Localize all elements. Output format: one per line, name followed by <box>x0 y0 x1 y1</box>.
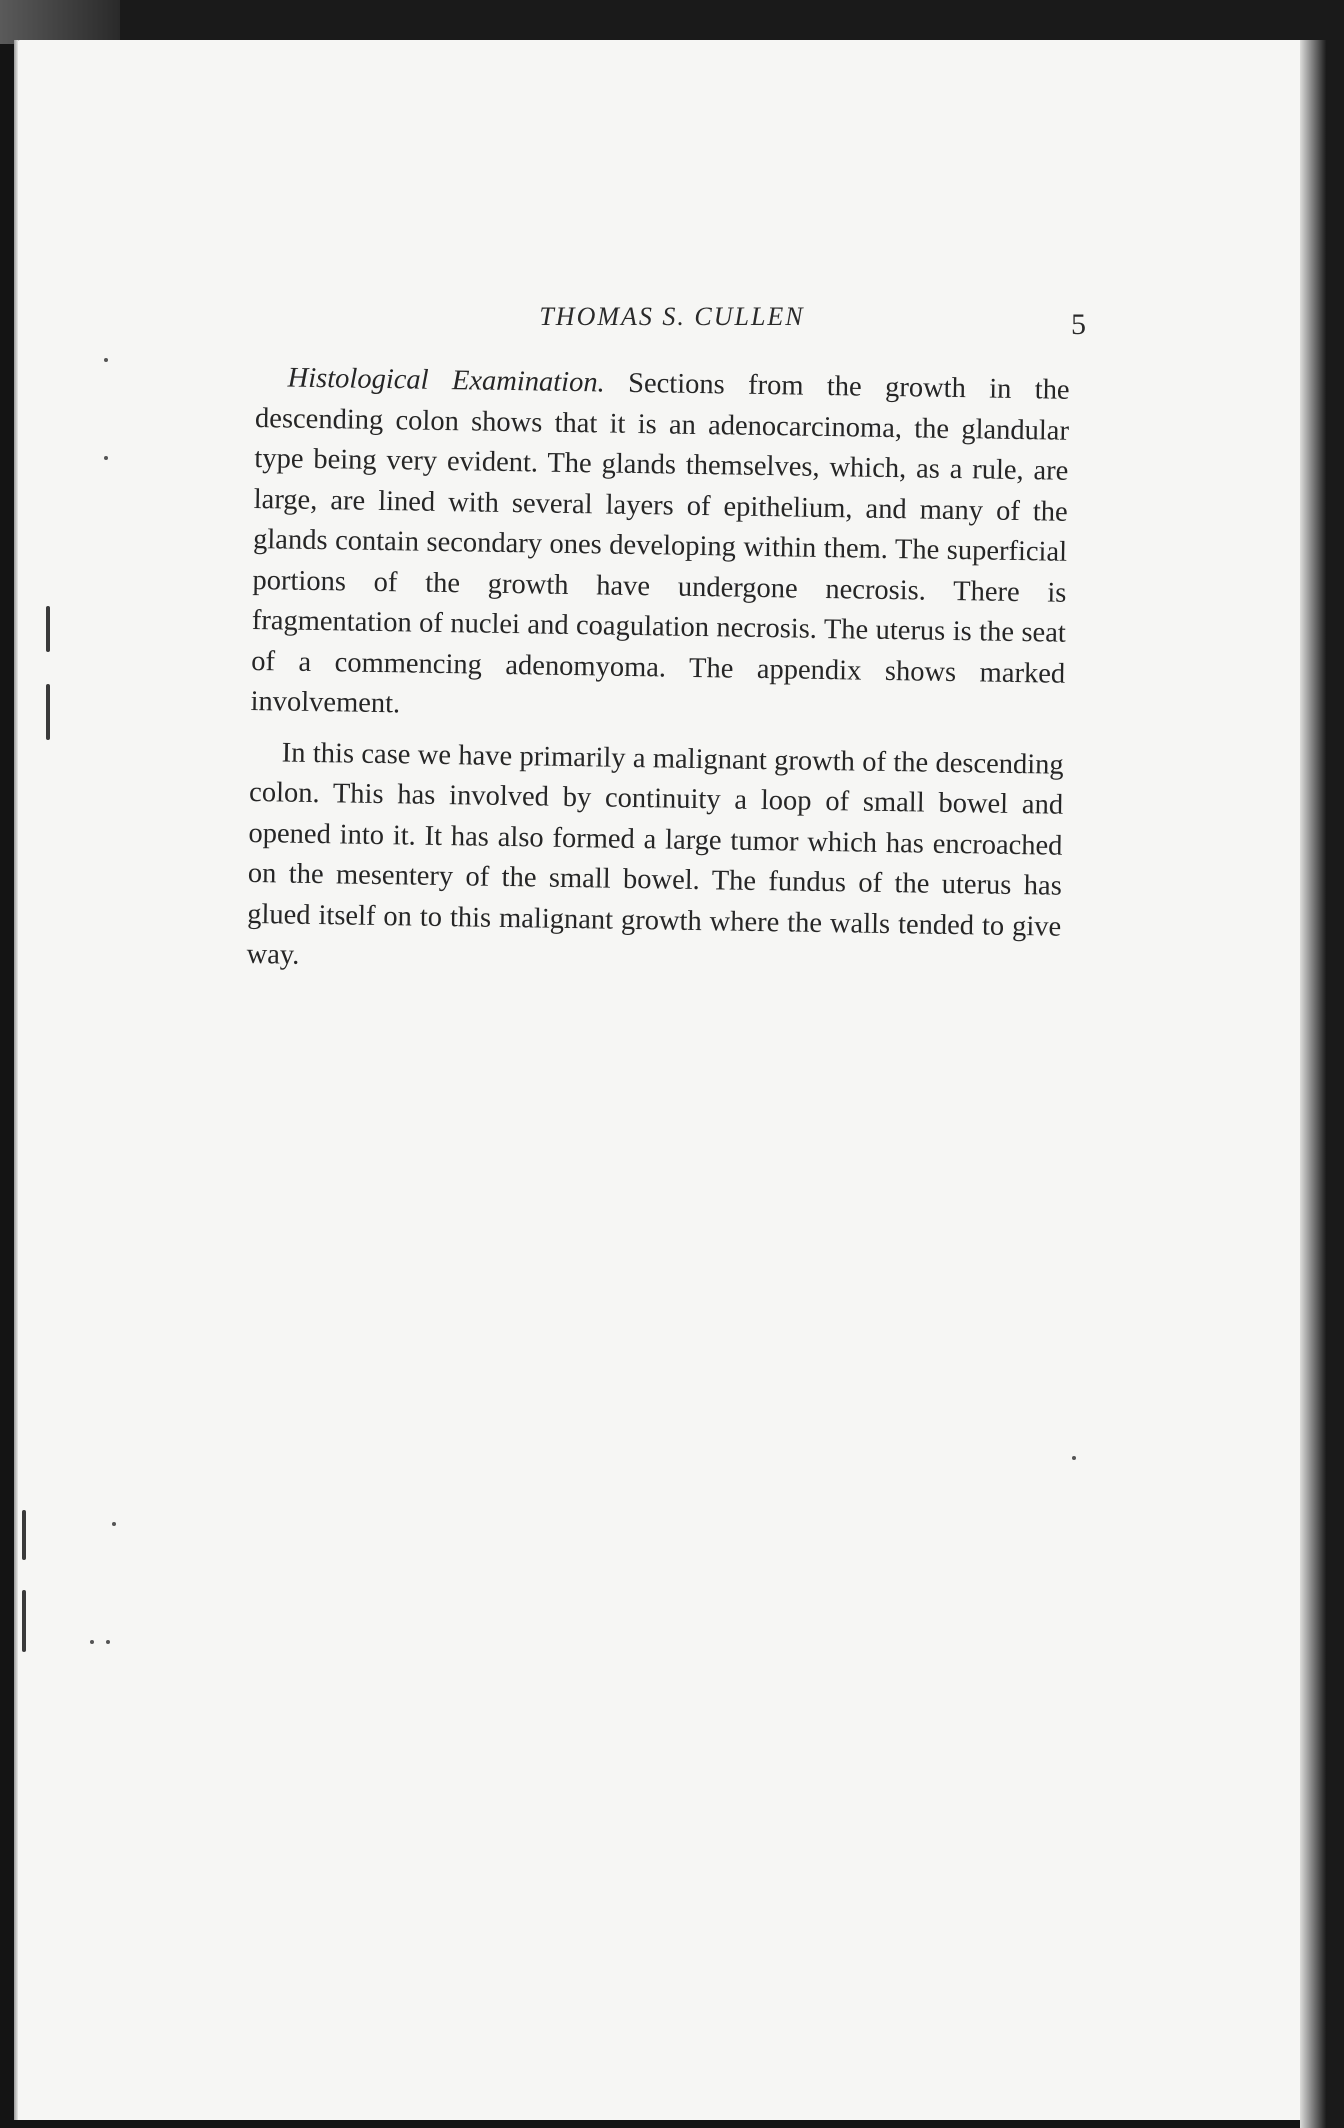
page-header <box>258 302 1086 342</box>
scan-right-shadow <box>1300 40 1344 2128</box>
scan-corner-shadow <box>0 0 120 44</box>
page-speck <box>104 456 108 460</box>
binding-thread-mark <box>22 1510 26 1560</box>
scan-top-border <box>0 0 1344 44</box>
page-speck <box>106 1640 110 1644</box>
page-speck <box>104 358 108 362</box>
binding-thread-mark <box>46 684 50 740</box>
paragraph <box>246 732 1064 988</box>
paragraph-lead-in: Histological Examination. <box>287 362 605 399</box>
paragraph <box>250 358 1070 735</box>
book-page <box>14 40 1306 2120</box>
page-gutter-edge <box>14 40 18 2120</box>
page-speck <box>1072 1456 1076 1460</box>
paragraph-text: Sections from the growth in the descending colon shows that it is an adenocarcinoma, the glandular type being very evident. The glands themselves, which, as a rule, are large, are lined with several layers of epithelium, and many of the glands contain secondary ones developing within them. The superficial portions of the growth have undergone necrosis. There is fragmentation of nuclei and coagulation necrosis. The uterus is the seat of a commencing adenomyoma. The appendix shows marked involvement. <box>250 367 1070 720</box>
binding-thread-mark <box>46 606 50 652</box>
page-speck <box>90 1640 94 1644</box>
running-head: THOMAS S. CULLEN <box>539 302 805 331</box>
page-number: 5 <box>1071 308 1086 341</box>
page-speck <box>112 1522 116 1526</box>
paragraph-text: In this case we have primarily a malignant growth of the descending colon. This has involved by continuity a loop of small bowel and opened into it. It has also formed a large tumor which has encroached on the mesentery of the small bowel. The fundus of the uterus has glued itself on to this malignant growth where the walls tended to give way. <box>246 736 1064 971</box>
body-text <box>246 358 1070 998</box>
binding-thread-mark <box>22 1590 26 1652</box>
